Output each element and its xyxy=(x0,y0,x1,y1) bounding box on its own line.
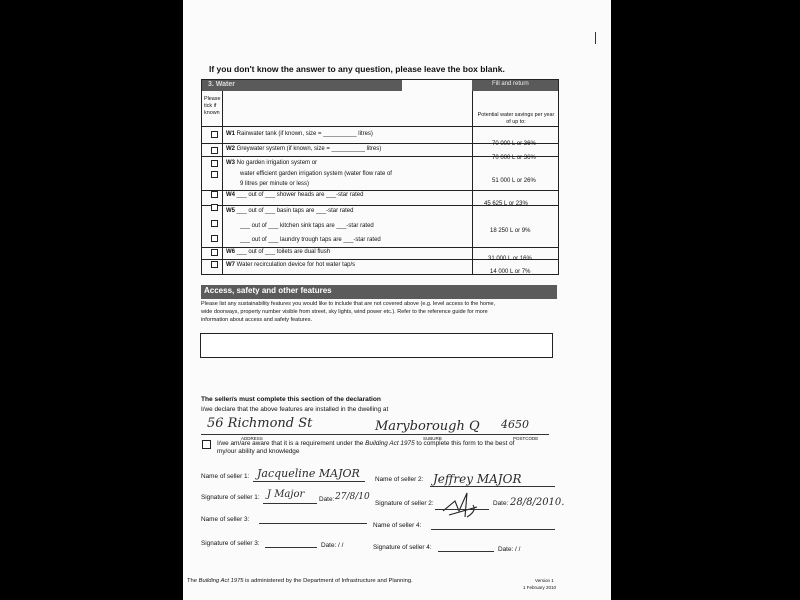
footer-text: The Building Act 1975 is administered by the Department of Infrastructure and Planning. xyxy=(187,578,413,584)
intro-text: If you don't know the answer to any question, please leave the box blank. xyxy=(209,64,505,74)
w4-checkbox[interactable] xyxy=(211,191,218,198)
access-features-textbox[interactable] xyxy=(200,333,553,358)
w5-row-line3: ___ out of ___ laundry trough taps are ___-star rated xyxy=(240,237,381,243)
footer-version: Version 1 xyxy=(535,578,554,583)
access-section-title: Access, safety and other features xyxy=(204,286,332,295)
w6-row: W6 ___ out of ___ toilets are dual flush xyxy=(226,249,331,255)
w7-saving: 14 000 L or 7% xyxy=(490,269,531,275)
w7-checkbox[interactable] xyxy=(211,261,218,268)
seller1-signature: J Major xyxy=(267,489,305,500)
seller1-name-label: Name of seller 1: xyxy=(201,473,250,480)
seller3-signature-label: Signature of seller 3: xyxy=(201,540,260,547)
seller1-date-label: Date: xyxy=(319,496,335,503)
w5-checkbox-b[interactable] xyxy=(211,220,218,227)
aware-line-2: my/our ability and knowledge xyxy=(217,448,300,455)
w1-saving: 70 000 L or 36% xyxy=(492,141,536,147)
w2-checkbox[interactable] xyxy=(211,147,218,154)
w4-row: W4 ___ out of ___ shower heads are ___-star rated xyxy=(226,192,364,198)
seller2-date-label: Date: xyxy=(493,500,509,507)
w5-row-line2: ___ out of ___ kitchen sink taps are ___-star rated xyxy=(240,223,374,229)
w3-saving: 51 000 L or 26% xyxy=(492,178,536,184)
footer-version-date: 1 February 2010 xyxy=(523,585,557,590)
declaration-heading: The seller/s must complete this section of the declaration xyxy=(201,396,381,403)
seller4-date-label: Date: / / xyxy=(498,546,521,553)
postcode-handwritten: 4650 xyxy=(501,418,529,431)
declaration-line: I/we declare that the above features are installed in the dwelling at xyxy=(201,406,389,413)
water-header-right xyxy=(472,80,558,91)
w1-row: W1 Rainwater tank (if known, size = __________ litres) xyxy=(226,131,373,137)
access-instructions-1: Please list any sustainability features you would like to include that are not covered above (e.g. level access to the home, xyxy=(201,301,496,307)
seller4-signature-label: Signature of seller 4: xyxy=(373,544,432,551)
seller3-date-label: Date: / / xyxy=(321,542,344,549)
seller1-date-value: 27/8/10 xyxy=(335,492,370,502)
seller3-name-label: Name of seller 3: xyxy=(201,516,250,523)
address-label: ADDRESS xyxy=(241,436,263,441)
seller2-name-value: Jeffrey MAJOR xyxy=(433,472,522,486)
w6-checkbox[interactable] xyxy=(211,249,218,256)
suburb-handwritten: Maryborough Q xyxy=(375,419,480,434)
w5-checkbox-c[interactable] xyxy=(211,235,218,242)
water-section-header xyxy=(202,80,402,91)
w2-row: W2 Greywater system (if known, size = __________ litres) xyxy=(226,146,382,152)
tick-column-header: Please tick if known xyxy=(204,96,221,116)
seller1-signature-label: Signature of seller 1: xyxy=(201,494,260,501)
w3-row-line2: water efficient garden irrigation system (water flow rate of xyxy=(240,171,392,177)
w3-checkbox-a[interactable] xyxy=(211,160,218,167)
access-section-header xyxy=(201,285,557,299)
w2-saving: 70 000 L or 36% xyxy=(492,155,536,161)
savings-column-header: Potential water savings per year of up to: xyxy=(477,112,555,125)
postcode-label: POSTCODE xyxy=(513,436,539,441)
suburb-label: SUBURB xyxy=(423,436,442,441)
address-handwritten: 56 Richmond St xyxy=(207,416,313,431)
w5-saving: 18 250 L or 9% xyxy=(490,228,531,234)
access-instructions-2: wide doorways, property number visible from street, sky lights, wind power etc.). Refer to the reference guide for more xyxy=(201,309,488,315)
aware-checkbox[interactable] xyxy=(202,440,211,449)
form-page xyxy=(183,0,611,600)
seller2-date-value: 28/8/2010. xyxy=(510,497,565,508)
w7-row: W7 Water recirculation device for hot water tap/s xyxy=(226,262,356,268)
seller2-signature xyxy=(437,487,497,523)
water-header-right-text: Fill and return xyxy=(492,81,529,87)
seller2-name-label: Name of seller 2: xyxy=(375,476,424,483)
w1-checkbox[interactable] xyxy=(211,131,218,138)
w5-checkbox-a[interactable] xyxy=(211,204,218,211)
w3-row: W3 No garden irrigation system or xyxy=(226,160,318,166)
access-instructions-3: information about access and safety features. xyxy=(201,317,312,323)
water-table xyxy=(201,79,559,275)
w3-row-line3: 9 litres per minute or less) xyxy=(240,181,310,187)
w5-row: W5 ___ out of ___ basin taps are ___-star rated xyxy=(226,208,354,214)
water-section-title: 3. Water xyxy=(208,81,235,88)
w6-saving: 31 000 L or 16% xyxy=(488,256,532,262)
seller2-signature-label: Signature of seller 2: xyxy=(375,500,434,507)
seller4-name-label: Name of seller 4: xyxy=(373,522,422,529)
w4-saving: 45 625 L or 23% xyxy=(484,201,528,207)
seller1-name-value: Jacqueline MAJOR xyxy=(257,467,360,480)
w3-checkbox-b[interactable] xyxy=(211,171,218,178)
scan-mark xyxy=(595,32,596,44)
aware-line-1: I/we am/are aware that it is a requirement under the Building Act 1975 to complete this form to the best of xyxy=(217,440,515,447)
